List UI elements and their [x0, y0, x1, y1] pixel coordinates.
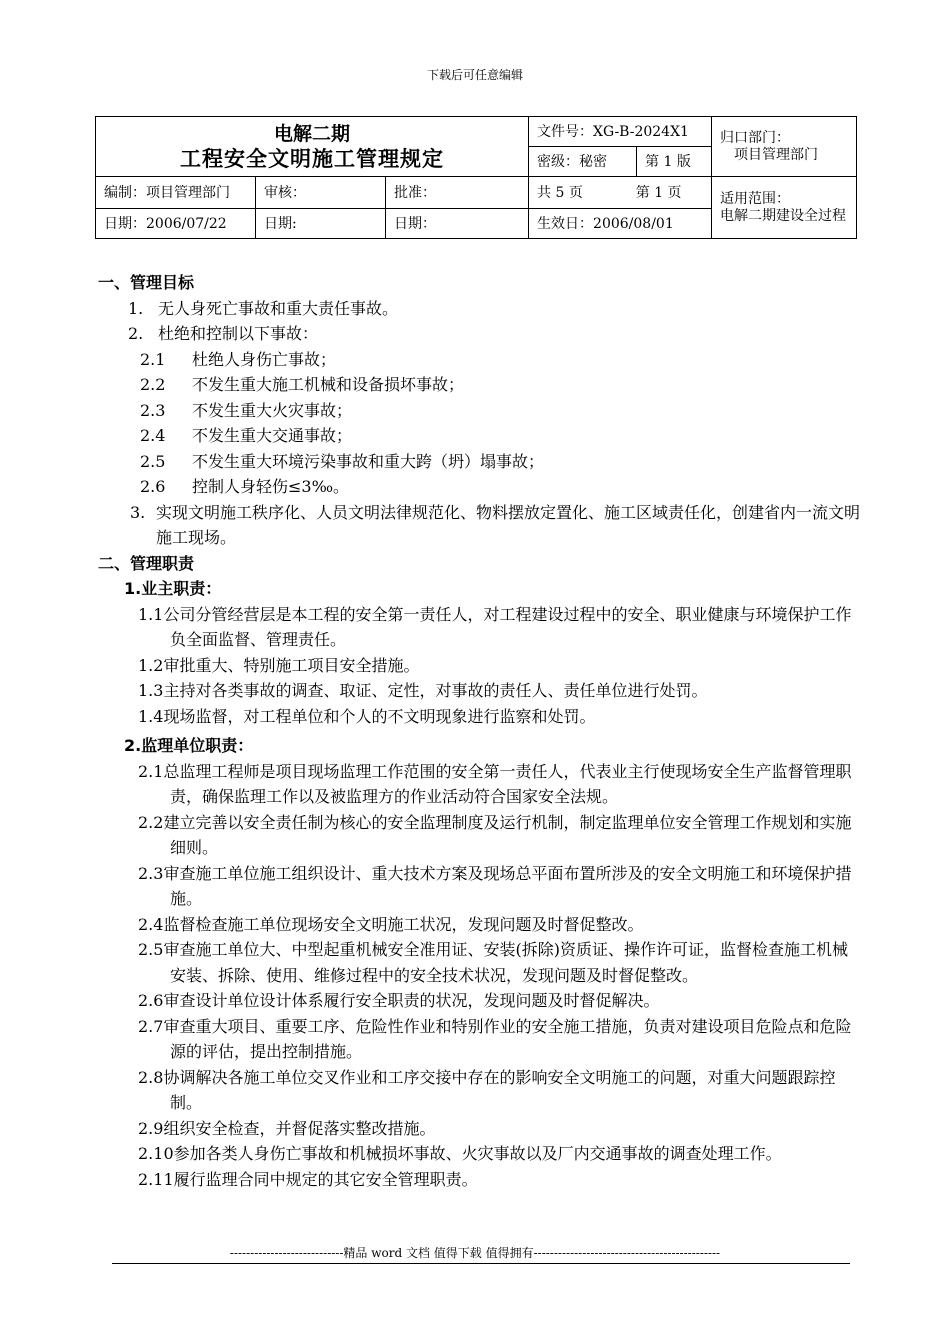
approver: 批准： [386, 177, 529, 209]
footer-rule [112, 1263, 850, 1264]
footer-text: ----------------------------精品 word 文档 值得下载 值得拥有---------------------------------------------- [229, 1246, 721, 1260]
reviewer: 审核： [256, 177, 386, 209]
supervisor-duty-item: 2.6审查设计单位设计体系履行安全职责的状况，发现问题及时督促解决。 [138, 991, 660, 1010]
department-label: 归口部门： [720, 129, 791, 146]
goal-item-3: 3. 实现文明施工秩序化、人员文明法律规范化、物料摆放定置化、施工区域责任化，创建省内一流文明施工现场。 [130, 502, 861, 547]
file-number: 文件号：XG-B-2024X1 [529, 117, 712, 147]
goal-subitem: 2.1 杜绝人身伤亡事故； [140, 349, 337, 369]
version: 第 1 版 [637, 147, 712, 177]
page-count-cell [529, 177, 712, 209]
secret-level: 密级：秘密 [529, 147, 637, 177]
supervisor-duty-item: 2.3审查施工单位施工组织设计、重大技术方案及现场总平面布置所涉及的安全文明施工和环境保护措施。 [138, 863, 852, 908]
department-cell [712, 117, 857, 177]
document-body [98, 270, 860, 1192]
supervisor-duty-item: 2.8协调解决各施工单位交叉作业和工序交接中存在的影响安全文明施工的问题，对重大问题跟踪控制。 [138, 1067, 836, 1112]
owner-duties-title: 1.业主职责： [124, 579, 222, 598]
total-pages: 共 5 页 [537, 184, 583, 201]
goal-subitem: 2.3 不发生重大火灾事故； [140, 400, 353, 420]
goal-item-1: 1. 无人身死亡事故和重大责任事故。 [128, 298, 399, 318]
review-date: 日期: [256, 209, 386, 239]
owner-duty-item: 1.4现场监督，对工程单位和个人的不文明现象进行监察和处罚。 [138, 706, 596, 726]
owner-duty-item: 1.3主持对各类事故的调查、取证、定性，对事故的责任人、责任单位进行处罚。 [138, 681, 708, 700]
title-line-1: 电解二期 [274, 122, 351, 145]
section-2-title: 二、管理职责 [98, 553, 195, 573]
scope-label: 适用范围： [720, 190, 791, 207]
goal-subitem: 2.5 不发生重大环境污染事故和重大跨（坍）塌事故； [140, 451, 545, 471]
supervisor-duty-item: 2.4监督检查施工单位现场安全文明施工状况，发现问题及时督促整改。 [138, 914, 644, 934]
supervisor-duty-item: 2.10参加各类人身伤亡事故和机械损坏事故、火灾事故以及厂内交通事故的调查处理工作。 [138, 1144, 782, 1163]
title-line-2: 工程安全文明施工管理规定 [180, 146, 445, 171]
document-header-table [95, 116, 857, 239]
effective-date: 生效日：2006/08/01 [529, 209, 712, 239]
supervisor-duty-item: 2.2建立完善以安全责任制为核心的安全监理制度及运行机制，制定监理单位安全管理工作规划和实施细则。 [138, 812, 852, 857]
owner-duty-item: 1.2审批重大、特别施工项目安全措施。 [138, 655, 420, 675]
section-1-title: 一、管理目标 [98, 273, 195, 292]
edit-date: 日期：2006/07/22 [96, 209, 256, 239]
supervisor-duty-item: 2.7审查重大项目、重要工序、危险性作业和特别作业的安全施工措施，负责对建设项目危险点和危险源的评估，提出控制措施。 [138, 1016, 852, 1061]
goal-subitem: 2.2 不发生重大施工机械和设备损坏事故； [140, 375, 465, 394]
goal-subitem: 2.6 控制人身轻伤≤3‰。 [140, 477, 350, 496]
supervisor-duties-title: 2.监理单位职责： [124, 736, 254, 755]
scope-value: 电解二期建设全过程 [720, 207, 847, 224]
editor: 编制：项目管理部门 [96, 177, 256, 209]
supervisor-duty-item: 2.5审查施工单位大、中型起重机械安全准用证、安装(拆除)资质证、操作许可证，监督检查施工机械安装、拆除、使用、维修过程中的安全技术状况，发现问题及时督促整改。 [138, 940, 848, 985]
scope-cell [712, 177, 857, 239]
owner-duty-item: 1.1公司分管经营层是本工程的安全第一责任人，对工程建设过程中的安全、职业健康与环境保护工作负全面监督、管理责任。 [138, 604, 852, 649]
goal-subitem: 2.4 不发生重大交通事故； [140, 426, 353, 445]
approve-date: 日期： [386, 209, 529, 239]
supervisor-duty-item: 2.9组织安全检查，并督促落实整改措施。 [138, 1118, 436, 1138]
document-title [96, 117, 529, 177]
supervisor-duty-item: 2.1总监理工程师是项目现场监理工作范围的安全第一责任人，代表业主行使现场安全生产监督管理职责，确保监理工作以及被监理方的作业活动符合国家安全法规。 [138, 761, 852, 806]
page-number: 第 1 页 [635, 184, 682, 201]
goal-item-2: 2. 杜绝和控制以下事故： [128, 324, 319, 343]
department-value: 项目管理部门 [734, 146, 819, 163]
top-note: 下载后可任意编辑 [426, 68, 523, 82]
supervisor-duty-item: 2.11履行监理合同中规定的其它安全管理职责。 [138, 1169, 478, 1189]
